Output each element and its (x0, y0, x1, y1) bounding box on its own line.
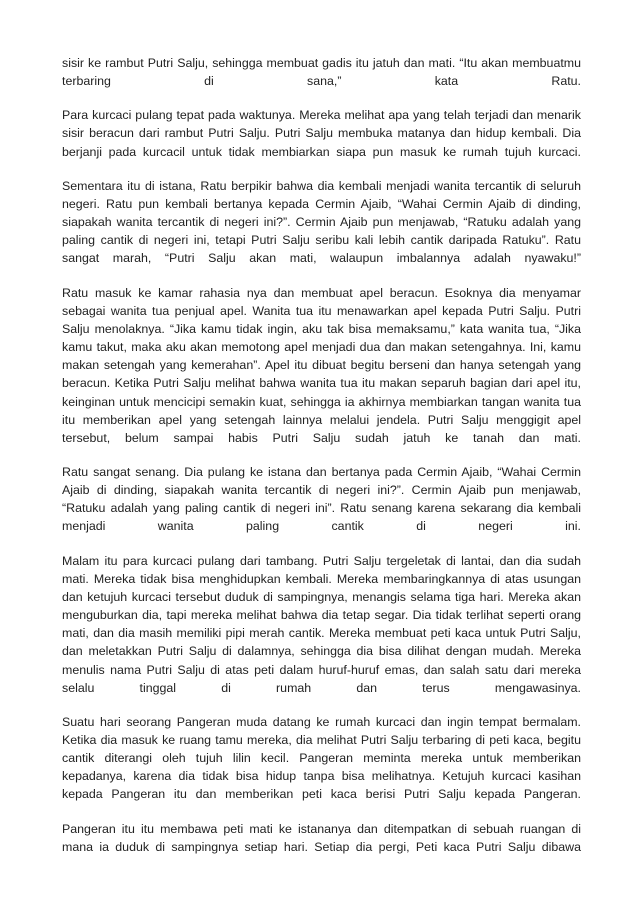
paragraph-7: Suatu hari seorang Pangeran muda datang ke rumah kurcaci dan ingin tempat bermalam. Ketika dia masuk ke ruang tamu mereka, dia melihat Putri Salju terbaring di peti kaca, begitu cantik diterangi oleh tujuh lilin kecil. Pangeran meminta mereka untuk memberikan kepadanya, karena dia tidak bisa hidup tanpa bisa melihatnya. Ketujuh kurcaci kasihan kepada Pangeran itu dan memberikan peti kaca berisi Putri Salju kepada Pangeran. (62, 714, 581, 802)
document-page (62, 54, 581, 872)
paragraph-8: Pangeran itu itu membawa peti mati ke istananya dan ditempatkan di sebuah ruangan di mana ia duduk di sampingnya setiap hari. Setiap dia pergi, Peti kaca Putri Salju dibawa (62, 821, 581, 854)
paragraph-6: Malam itu para kurcaci pulang dari tambang. Putri Salju tergeletak di lantai, dan dia sudah mati. Mereka tidak bisa menghidupkan kembali. Mereka membaringkannya di atas usungan dan ketujuh kurcaci tersebut duduk di sampingnya, menangis selama tiga hari. Mereka akan menguburkan dia, tapi mereka melihat bahwa dia tetap segar. Dia tidak terlihat seperti orang mati, dan dia masih memiliki pipi merah cantik. Mereka membuat peti kaca untuk Putri Salju, dan meletakkan Putri Salju di dalamnya, sehingga dia bisa dilihat dengan mudah. Mereka menulis nama Putri Salju di atas peti dalam huruf-huruf emas, dan salah satu dari mereka selalu tinggal di rumah dan terus mengawasinya. (62, 553, 581, 695)
paragraph-4: Ratu masuk ke kamar rahasia nya dan membuat apel beracun. Esoknya dia menyamar sebagai wanita tua penjual apel. Wanita tua itu menawarkan apel kepada Putri Salju. Putri Salju menolaknya. “Jika kamu tidak ingin, aku tak bisa memaksamu,” kata wanita tua, “Jika kamu takut, maka aku akan memotong apel menjadi dua dan makan setengahnya. Ini, kamu makan setengah yang kemerahan”. Apel itu dibuat begitu berseni dan hanya setengah yang beracun. Ketika Putri Salju melihat bahwa wanita tua itu makan separuh bagian dari apel itu, keinginan untuk mencicipi semakin kuat, sehingga ia akhirnya membiarkan tangan wanita tua itu memberikan apel yang setengah lainnya melalui jendela. Putri Salju menggigit apel tersebut, belum sampai habis Putri Salju sudah jatuh ke tanah dan mati. (62, 285, 581, 445)
paragraph-5: Ratu sangat senang. Dia pulang ke istana dan bertanya pada Cermin Ajaib, “Wahai Cermin Ajaib di dinding, siapakah wanita tercantik di negeri ini?”. Cermin Ajaib pun menjawab, “Ratuku adalah yang paling cantik di negeri ini”. Ratu senang karena sekarang dia kembali menjadi wanita paling cantik di negeri ini. (62, 464, 581, 534)
paragraph-2: Para kurcaci pulang tepat pada waktunya. Mereka melihat apa yang telah terjadi dan menarik sisir beracun dari rambut Putri Salju. Putri Salju membuka matanya dan hidup kembali. Dia berjanji pada kurcacil untuk tidak membiarkan siapa pun masuk ke rumah tujuh kurcaci. (62, 108, 581, 159)
paragraph-3: Sementara itu di istana, Ratu berpikir bahwa dia kembali menjadi wanita tercantik di seluruh negeri. Ratu pun kembali bertanya kepada Cermin Ajaib, “Wahai Cermin Ajaib di dinding, siapakah wanita tercantik di negeri ini?”. Cermin Ajaib pun menjawab, “Ratuku adalah yang paling cantik di negeri ini, tetapi Putri Salju seribu kali lebih cantik daripada Ratuku”. Ratu sangat marah, “Putri Salju akan mati, walaupun imbalannya adalah nyawaku!” (62, 178, 581, 266)
paragraph-1: sisir ke rambut Putri Salju, sehingga membuat gadis itu jatuh dan mati. “Itu akan membuatmu terbaring di sana,” kata Ratu. (62, 56, 581, 89)
